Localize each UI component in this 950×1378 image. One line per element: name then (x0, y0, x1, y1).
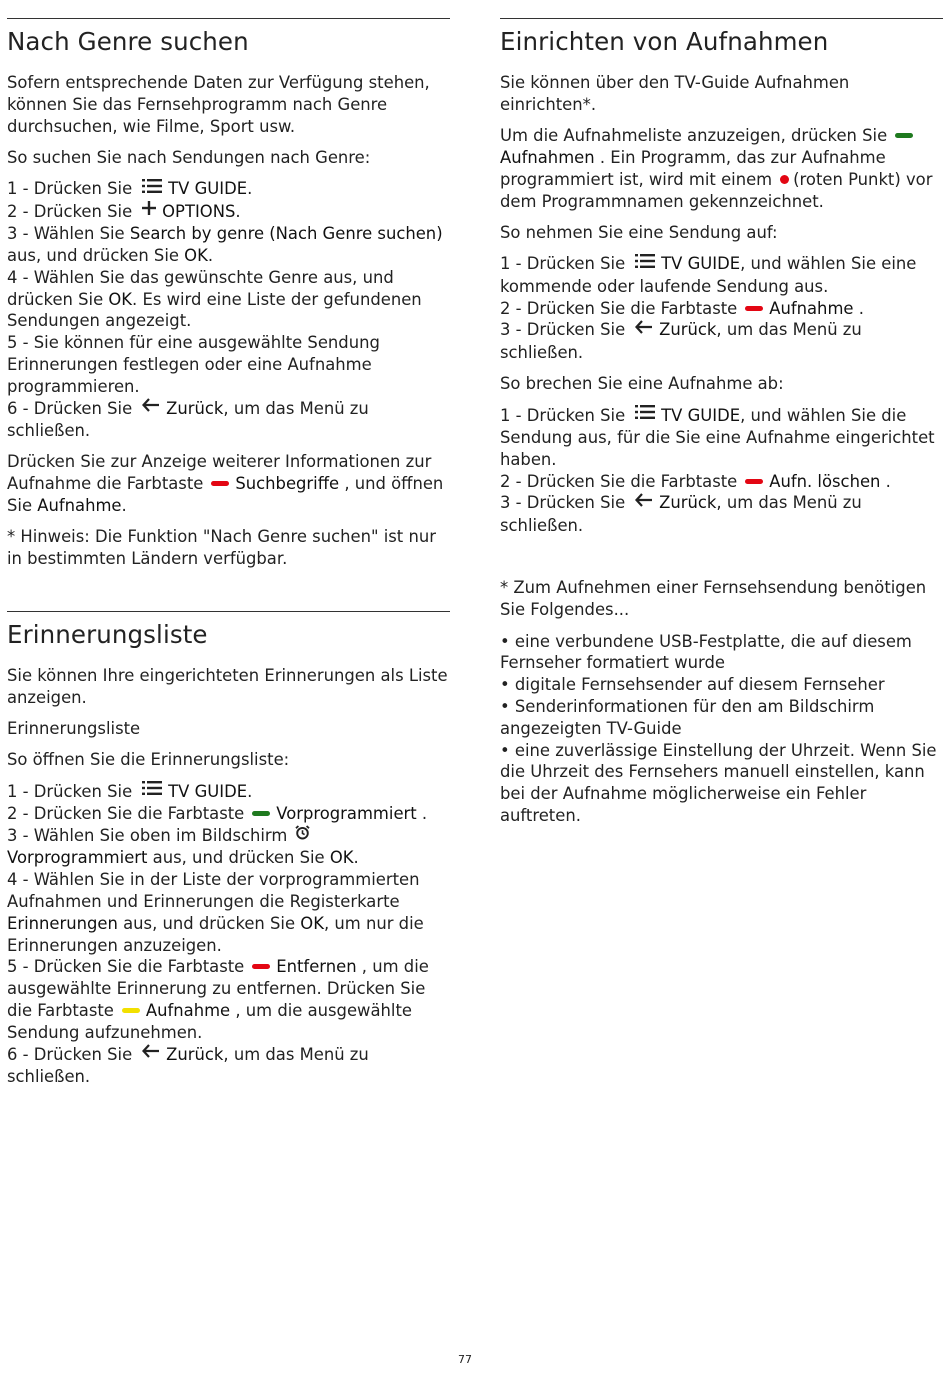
ok-key: OK (184, 245, 208, 265)
genre-heading: Nach Genre suchen (7, 27, 249, 56)
recording-list-info: Um die Aufnahmeliste anzuzeigen, drücken SieAufnahmen . Ein Programm, das zur Aufnahme programmiert ist, wird mit einem (roten Punkt) vor dem Programmnamen gekennzeichnet. (500, 126, 933, 211)
record-step-2: 2 - Drücken Sie die Farbtaste Aufnahme . (500, 298, 864, 318)
reminders-step-5: 5 - Drücken Sie die Farbtaste Entfernen , um die ausgewählte Erinnerung zu entfernen. Drücken Sie die Farbtaste Aufnahme , um die ausgewählte Sendung aufzunehmen. (7, 957, 429, 1042)
cancel-step-2: 2 - Drücken Sie die Farbtaste Aufn. löschen . (500, 471, 891, 491)
record-step-1: 1 - Drücken Sie TV GUIDE, und wählen Sie eine kommende oder laufende Sendung aus. (500, 253, 943, 297)
tv-guide-icon (635, 403, 655, 425)
tv-guide-icon (635, 252, 655, 274)
back-key: Zurück (659, 320, 717, 340)
green-key-bar (895, 133, 913, 138)
genre-step-5: 5 - Sie können für eine ausgewählte Sendung Erinnerungen festlegen oder eine Aufnahme programmieren. (7, 333, 380, 396)
tv-guide-icon (142, 177, 162, 199)
cancel-lead: So brechen Sie eine Aufnahme ab: (500, 374, 784, 394)
genre-step-2: 2 - Drücken Sie OPTIONS. (7, 201, 450, 223)
cancel-step-1: 1 - Drücken Sie TV GUIDE, und wählen Sie die Sendung aus, für die Sie eine Aufnahme eingerichtet haben. (500, 405, 943, 471)
green-key-bar (252, 811, 270, 816)
requirements-list (500, 631, 943, 827)
back-key: Zurück (166, 1044, 224, 1064)
alarm-clock-icon (295, 824, 310, 846)
ok-key: OK (300, 913, 324, 933)
genre-lead: So suchen Sie nach Sendungen nach Genre: (7, 147, 371, 167)
record-steps (500, 253, 943, 363)
requirements-lead: * Zum Aufnehmen einer Fernsehsendung benötigen Sie Folgendes... (500, 578, 927, 620)
requirement-item: • eine zuverlässige Einstellung der Uhrzeit. Wenn Sie die Uhrzeit des Fernsehers manuell einstellen, kann bei der Aufnahme möglicherweise ein Fehler auftreten. (500, 740, 937, 826)
recording-heading: Einrichten von Aufnahmen (500, 27, 829, 56)
back-key: Zurück (166, 398, 224, 418)
recording-key: Aufnahme (37, 495, 122, 515)
plus-icon (142, 199, 156, 221)
genre-section (7, 18, 450, 570)
requirement-item: • Senderinformationen für den am Bildschirm angezeigten TV-Guide (500, 697, 875, 738)
requirement-item: • digitale Fernsehsender auf diesem Fernseher (500, 675, 885, 695)
red-key-bar (211, 481, 229, 486)
reminders-steps (7, 781, 450, 1088)
search-by-genre-key: Search by genre (Nach Genre suchen) (129, 224, 443, 244)
search-terms-key: Suchbegriffe (235, 474, 340, 494)
record-lead: So nehmen Sie eine Sendung auf: (500, 222, 778, 242)
reminders-step-1: 1 - Drücken Sie TV GUIDE. (7, 781, 450, 803)
remove-key: Entfernen (276, 957, 357, 977)
genre-step-1: 1 - Drücken Sie TV GUIDE. (7, 178, 450, 200)
requirement-item: • eine verbundene USB-Festplatte, die auf diesem Fernseher formatiert wurde (500, 631, 912, 673)
record-step-3: 3 - Drücken Sie Zurück, um das Menü zu schließen. (500, 319, 943, 363)
genre-intro: Sofern entsprechende Daten zur Verfügung stehen, können Sie das Fernsehprogramm nach Genre durchsuchen, wie Filme, Sport usw. (7, 73, 430, 136)
tv-guide-key: TV GUIDE (168, 781, 248, 801)
recording-key: Aufnahme (145, 1001, 231, 1021)
arrow-left-icon (142, 396, 160, 418)
reminders-step-4: 4 - Wählen Sie in der Liste der vorprogrammierten Aufnahmen und Erinnerungen die Registerkarte Erinnerungen aus, und drücken Sie OK, um nur die Erinnerungen anzuzeigen. (7, 870, 424, 955)
recordings-key: Aufnahmen (500, 147, 595, 167)
genre-step-6: 6 - Drücken Sie Zurück, um das Menü zu schließen. (7, 398, 450, 442)
red-key-bar (252, 964, 270, 969)
recording-section (500, 18, 943, 827)
arrow-left-icon (142, 1042, 160, 1064)
section-divider (7, 18, 450, 19)
arrow-left-icon (635, 318, 653, 340)
genre-step-3: 3 - Wählen Sie Search by genre (Nach Genre suchen) aus, und drücken Sie OK. (7, 224, 443, 265)
tv-guide-key: TV GUIDE (661, 254, 741, 274)
ok-key: OK (108, 289, 133, 309)
section-divider (500, 18, 943, 19)
reminders-step-3: 3 - Wählen Sie oben im BildschirmVorprogrammiert aus, und drücken Sie OK. (7, 825, 450, 869)
yellow-key-bar (122, 1008, 140, 1013)
recording-key: Aufnahme (769, 298, 854, 318)
recording-intro: Sie können über den TV-Guide Aufnahmen einrichten*. (500, 73, 850, 114)
reminders-heading: Erinnerungsliste (7, 619, 208, 649)
right-column (500, 18, 943, 827)
reminders-lead: So öffnen Sie die Erinnerungsliste: (7, 750, 290, 770)
genre-note: * Hinweis: Die Funktion "Nach Genre suchen" ist nur in bestimmten Ländern verfügbar. (7, 527, 436, 569)
reminders-intro: Sie können Ihre eingerichteten Erinnerungen als Liste anzeigen. (7, 665, 448, 707)
arrow-left-icon (635, 491, 653, 513)
tv-guide-key: TV GUIDE (661, 405, 741, 425)
genre-steps (7, 178, 450, 441)
page-number: 77 (458, 1353, 472, 1366)
ok-key: OK (329, 848, 354, 868)
tv-guide-key: TV GUIDE (168, 179, 248, 199)
cancel-step-3: 3 - Drücken Sie Zurück, um das Menü zu schließen. (500, 492, 943, 536)
section-divider (7, 611, 450, 612)
reminders-step-2: 2 - Drücken Sie die Farbtaste Vorprogrammiert . (7, 804, 428, 824)
back-key: Zurück (659, 493, 717, 513)
left-column (7, 18, 450, 1088)
reminders-tab-key: Erinnerungen (7, 913, 118, 933)
delete-recording-key: Aufn. löschen (769, 471, 881, 491)
red-dot-icon (780, 175, 789, 184)
tv-guide-icon (142, 779, 162, 801)
red-key-bar (745, 306, 763, 311)
reminders-section (7, 611, 450, 1088)
cancel-steps (500, 405, 943, 537)
genre-step-4: 4 - Wählen Sie das gewünschte Genre aus, und drücken Sie OK. Es wird eine Liste der gefundenen Sendungen angezeigt. (7, 267, 422, 331)
reminders-step-6: 6 - Drücken Sie Zurück, um das Menü zu schließen. (7, 1044, 450, 1088)
options-key: OPTIONS (162, 201, 236, 221)
scheduled-key: Vorprogrammiert (276, 804, 417, 824)
reminders-subheading: Erinnerungsliste (7, 719, 141, 739)
genre-more-info: Drücken Sie zur Anzeige weiterer Informationen zur Aufnahme die Farbtaste Suchbegriffe , und öffnen Sie Aufnahme. (7, 452, 444, 515)
red-key-bar (745, 479, 763, 484)
scheduled-tab-key: Vorprogrammiert (7, 848, 148, 868)
